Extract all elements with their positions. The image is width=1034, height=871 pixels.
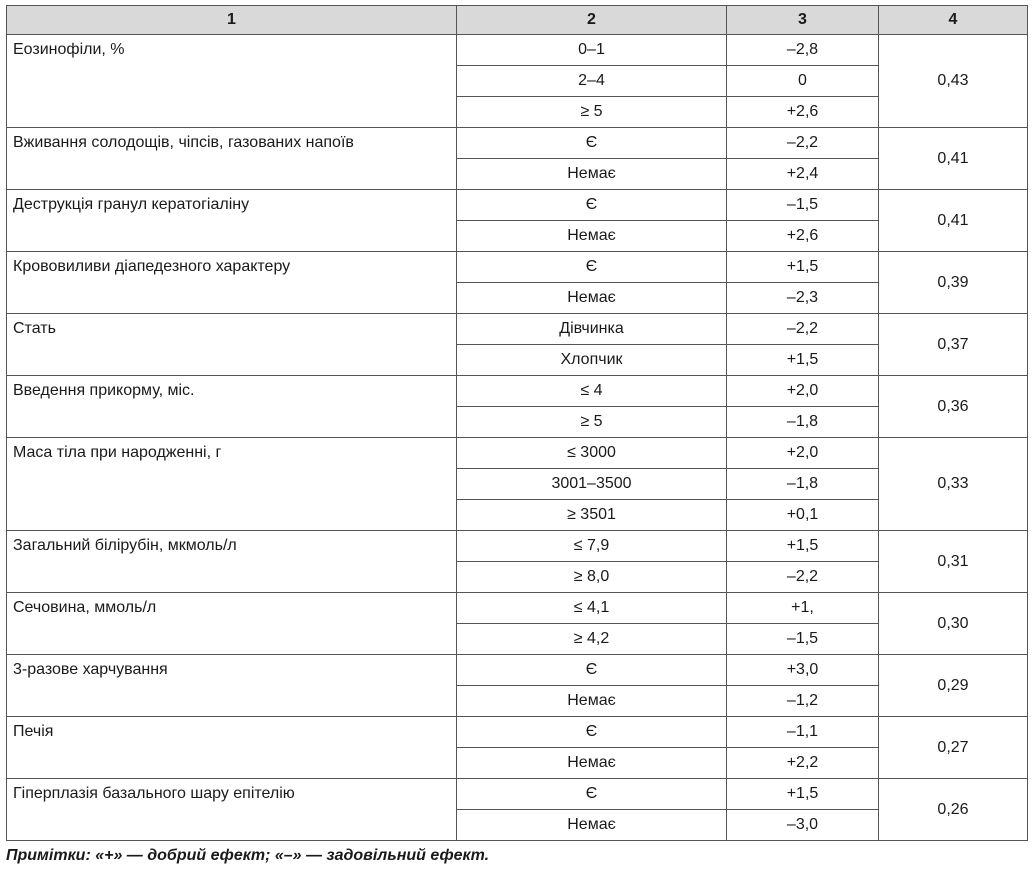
informativeness-value: 0,33 — [879, 438, 1028, 531]
table-row — [7, 779, 1028, 810]
informativeness-value: 0,27 — [879, 717, 1028, 779]
table-row — [7, 190, 1028, 221]
column-header-3: 3 — [727, 6, 879, 35]
table-row — [7, 655, 1028, 686]
factor-name — [7, 531, 457, 593]
gradation-value: Немає — [457, 810, 727, 841]
gradation-value: Є — [457, 779, 727, 810]
gradation-value: Дівчинка — [457, 314, 727, 345]
factor-name — [7, 190, 457, 252]
prognostic-coefficient: –2,2 — [727, 562, 879, 593]
factor-name-text: Печія — [13, 723, 54, 740]
factor-name-text: Сечовина, ммоль/л — [13, 599, 157, 616]
prognostic-coefficient: +1,5 — [727, 531, 879, 562]
table-body — [7, 35, 1028, 841]
table-row — [7, 376, 1028, 407]
informativeness-value: 0,41 — [879, 128, 1028, 190]
gradation-value: Немає — [457, 159, 727, 190]
factor-name-text: Гіперплазія базального шару епітелію — [13, 785, 295, 802]
column-header-1: 1 — [7, 6, 457, 35]
prognostic-coefficient: –2,3 — [727, 283, 879, 314]
factor-name — [7, 717, 457, 779]
table-row — [7, 314, 1028, 345]
prognostic-coefficient: +3,0 — [727, 655, 879, 686]
prognostic-coefficient: +2,2 — [727, 748, 879, 779]
informativeness-value: 0,31 — [879, 531, 1028, 593]
gradation-value: Є — [457, 717, 727, 748]
gradation-value: Є — [457, 190, 727, 221]
prognostic-coefficient: –1,5 — [727, 624, 879, 655]
informativeness-value: 0,36 — [879, 376, 1028, 438]
informativeness-value: 0,37 — [879, 314, 1028, 376]
gradation-value: ≥ 3501 — [457, 500, 727, 531]
gradation-value: ≥ 8,0 — [457, 562, 727, 593]
prognostic-coefficient: –2,2 — [727, 314, 879, 345]
informativeness-value: 0,29 — [879, 655, 1028, 717]
factor-name — [7, 655, 457, 717]
gradation-value: Є — [457, 128, 727, 159]
gradation-value: 3001–3500 — [457, 469, 727, 500]
factor-name-text: Маса тіла при народженні, г — [13, 444, 222, 461]
gradation-value: ≤ 4 — [457, 376, 727, 407]
factors-table — [6, 5, 1028, 841]
prognostic-coefficient: +2,0 — [727, 438, 879, 469]
prognostic-coefficient: 0 — [727, 66, 879, 97]
factor-name — [7, 438, 457, 531]
gradation-value: Є — [457, 655, 727, 686]
factor-name — [7, 252, 457, 314]
prognostic-coefficient: –1,8 — [727, 407, 879, 438]
informativeness-value: 0,43 — [879, 35, 1028, 128]
prognostic-coefficient: –1,8 — [727, 469, 879, 500]
factor-name — [7, 128, 457, 190]
prognostic-coefficient: +2,6 — [727, 221, 879, 252]
prognostic-coefficient: –1,1 — [727, 717, 879, 748]
informativeness-value: 0,30 — [879, 593, 1028, 655]
prognostic-coefficient: +2,4 — [727, 159, 879, 190]
prognostic-coefficient: +2,6 — [727, 97, 879, 128]
gradation-value: Хлопчик — [457, 345, 727, 376]
gradation-value: Немає — [457, 283, 727, 314]
document-page — [6, 5, 1027, 866]
informativeness-value: 0,39 — [879, 252, 1028, 314]
prognostic-coefficient: +1,5 — [727, 779, 879, 810]
prognostic-coefficient: –3,0 — [727, 810, 879, 841]
table-row — [7, 717, 1028, 748]
prognostic-coefficient: +1,5 — [727, 252, 879, 283]
column-header-2: 2 — [457, 6, 727, 35]
factor-name-text: Еозинофіли, % — [13, 41, 125, 58]
gradation-value: ≤ 7,9 — [457, 531, 727, 562]
factor-name — [7, 35, 457, 128]
informativeness-value: 0,41 — [879, 190, 1028, 252]
factor-name — [7, 314, 457, 376]
table-row — [7, 35, 1028, 66]
factor-name-text: Стать — [13, 320, 56, 337]
factor-name — [7, 376, 457, 438]
prognostic-coefficient: –1,2 — [727, 686, 879, 717]
prognostic-coefficient: –2,2 — [727, 128, 879, 159]
factor-name-text: Введення прикорму, міс. — [13, 382, 195, 399]
gradation-value: Немає — [457, 748, 727, 779]
gradation-value: ≤ 4,1 — [457, 593, 727, 624]
factor-name-text: Крововиливи діапедезного характеру — [13, 258, 291, 275]
prognostic-coefficient: –2,8 — [727, 35, 879, 66]
factor-name — [7, 593, 457, 655]
gradation-value: ≥ 4,2 — [457, 624, 727, 655]
prognostic-coefficient: +1,5 — [727, 345, 879, 376]
table-row — [7, 438, 1028, 469]
factor-name-text: Загальний білірубін, мкмоль/л — [13, 537, 237, 554]
prognostic-coefficient: +2,0 — [727, 376, 879, 407]
factor-name-text: Вживання солодощів, чіпсів, газованих напоїв — [13, 134, 354, 151]
table-note: Примітки: «+» — добрий ефект; «–» — задовільний ефект. — [6, 847, 490, 864]
informativeness-value: 0,26 — [879, 779, 1028, 841]
gradation-value: 0–1 — [457, 35, 727, 66]
gradation-value: 2–4 — [457, 66, 727, 97]
factor-name — [7, 779, 457, 841]
gradation-value: Немає — [457, 221, 727, 252]
table-row — [7, 593, 1028, 624]
gradation-value: Немає — [457, 686, 727, 717]
gradation-value: Є — [457, 252, 727, 283]
prognostic-coefficient: –1,5 — [727, 190, 879, 221]
gradation-value: ≥ 5 — [457, 97, 727, 128]
column-header-4: 4 — [879, 6, 1028, 35]
factor-name-text: Деструкція гранул кератогіаліну — [13, 196, 250, 213]
gradation-value: ≥ 5 — [457, 407, 727, 438]
table-header-row — [7, 6, 1028, 35]
prognostic-coefficient: +0,1 — [727, 500, 879, 531]
table-row — [7, 128, 1028, 159]
prognostic-coefficient: +1, — [727, 593, 879, 624]
gradation-value: ≤ 3000 — [457, 438, 727, 469]
table-row — [7, 531, 1028, 562]
table-row — [7, 252, 1028, 283]
factor-name-text: 3-разове харчування — [13, 661, 168, 678]
